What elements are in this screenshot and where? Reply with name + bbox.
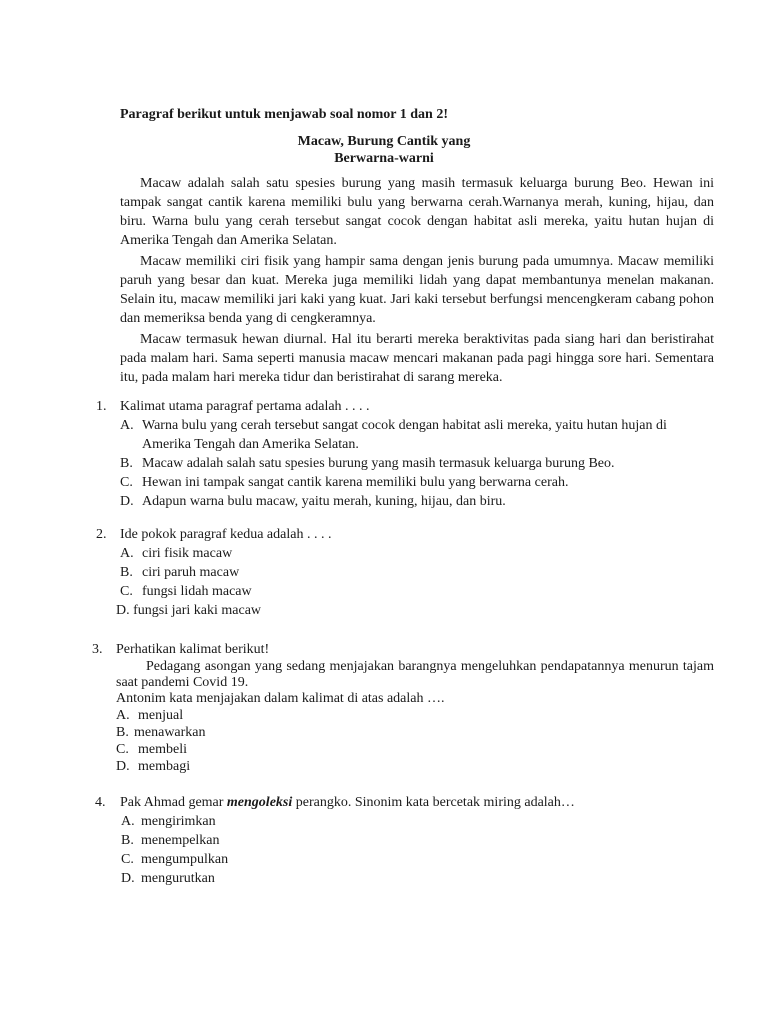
option-text: membeli — [138, 742, 187, 757]
option-text: membagi — [138, 759, 191, 774]
option-text: mengumpulkan — [141, 852, 229, 867]
option-label: C. — [120, 475, 133, 490]
option-text: mengirimkan — [141, 814, 216, 829]
question-text: Ide pokok paragraf kedua adalah . . . . — [120, 527, 332, 542]
option-label: B. — [120, 565, 133, 580]
option-text: fungsi lidah macaw — [142, 584, 252, 599]
example-sentence — [92, 659, 714, 691]
paragraph-3: Macaw termasuk hewan diurnal. Hal itu berarti mereka beraktivitas pada siang hari dan beristirahat pada malam hari. Sama seperti manusia macaw mencari makanan pada pagi hingga sore hari. Sementara itu, pada malam hari mereka tidur dan beristirahat di sarang mereka. — [120, 332, 714, 385]
option-text: menawarkan — [134, 725, 206, 740]
question-text: Kalimat utama paragraf pertama adalah . . . . — [120, 399, 370, 414]
question-2-stem — [96, 525, 716, 544]
option-text: menempelkan — [141, 833, 220, 848]
option-text: Hewan ini tampak sangat cantik karena memiliki bulu yang berwarna cerah. — [142, 475, 569, 490]
option-c — [95, 850, 715, 869]
option-text: ciri fisik macaw — [142, 546, 233, 561]
option-text: mengurutkan — [141, 871, 215, 886]
option-label: D. — [116, 759, 130, 774]
option-label: C. — [116, 742, 129, 757]
option-d — [92, 758, 714, 775]
option-text: Adapun warna bulu macaw, yaitu merah, kuning, hijau, dan biru. — [142, 494, 506, 509]
option-text: menjual — [138, 708, 184, 723]
option-label: A. — [121, 814, 135, 829]
option-label: A. — [120, 546, 134, 561]
question-1 — [96, 397, 716, 511]
story-title-line1: Macaw, Burung Cantik yang — [297, 134, 471, 149]
option-label: B. — [121, 833, 134, 848]
instruction-heading: Paragraf berikut untuk menjawab soal nomor 1 dan 2! — [120, 107, 448, 122]
option-label: B. — [116, 725, 129, 740]
option-b — [96, 563, 716, 582]
question-number: 3. — [92, 642, 103, 657]
question-4 — [95, 793, 715, 888]
option-text: Warna bulu yang cerah tersebut sangat cocok dengan habitat asli mereka, yaitu hutan hujan di Amerika Tengah dan Amerika Selatan. — [142, 418, 667, 452]
paragraph-2: Macaw memiliki ciri fisik yang hampir sama dengan jenis burung pada umumnya. Macaw memiliki paruh yang besar dan kuat. Mereka juga memiliki lidah yang dapat membantunya menelan makanan. Selain itu, macaw memiliki jari kaki yang kuat. Jari kaki tersebut berfungsi mencengkeram cabang pohon dan memeriksa benda yang di cengkeramnya. — [120, 254, 714, 326]
question-text-before: Pak Ahmad gemar — [120, 795, 227, 810]
option-b — [92, 724, 714, 741]
paragraph-1: Macaw adalah salah satu spesies burung yang masih termasuk keluarga burung Beo. Hewan ini tampak sangat cantik karena memiliki bulu yang berwarna cerah.Warnanya merah, kuning, hijau, dan biru. Warna bulu yang cerah tersebut sangat cocok dengan habitat asli mereka, yaitu hutan hujan di Amerika Tengah dan Amerika Selatan. — [120, 176, 714, 248]
option-d — [95, 869, 715, 888]
option-b — [95, 831, 715, 850]
option-label: A. — [116, 708, 130, 723]
question-4-options — [95, 812, 715, 888]
option-c — [96, 473, 716, 492]
question-3-prompt: Antonim kata menjajakan dalam kalimat di atas adalah …. — [116, 691, 445, 706]
question-number: 1. — [96, 399, 107, 414]
option-label: B. — [120, 456, 133, 471]
option-label: C. — [120, 584, 133, 599]
option-label: D. — [121, 871, 135, 886]
option-d — [96, 601, 716, 620]
question-2-options — [96, 544, 716, 620]
question-text: Perhatikan kalimat berikut! — [116, 642, 270, 657]
option-a — [92, 707, 714, 724]
option-text: Macaw adalah salah satu spesies burung yang masih termasuk keluarga burung Beo. — [142, 456, 615, 471]
question-1-stem — [96, 397, 716, 416]
option-label: C. — [121, 852, 134, 867]
question-4-stem — [95, 793, 715, 812]
option-text: fungsi jari kaki macaw — [133, 603, 262, 618]
question-3-options — [92, 707, 714, 775]
option-a — [95, 812, 715, 831]
keyword: mengoleksi — [226, 795, 293, 810]
option-text: ciri paruh macaw — [142, 565, 240, 580]
option-label: D. — [120, 494, 134, 509]
question-2 — [96, 525, 716, 620]
question-1-options — [96, 416, 716, 511]
question-text-after: perangko. Sinonim kata bercetak miring adalah… — [292, 795, 575, 810]
option-b — [96, 454, 716, 473]
option-c — [96, 582, 716, 601]
question-3 — [92, 640, 714, 775]
question-number: 2. — [96, 527, 107, 542]
question-number: 4. — [95, 795, 106, 810]
story-text — [120, 174, 714, 389]
option-label: D. — [116, 603, 130, 618]
option-d — [96, 492, 716, 511]
option-a — [96, 416, 716, 454]
question-3-stem — [92, 640, 714, 659]
story-title-line2: Berwarna-warni — [334, 151, 434, 166]
option-label: A. — [120, 418, 134, 433]
option-c — [92, 741, 714, 758]
option-a — [96, 544, 716, 563]
example-sentence-text: Pedagang asongan yang sedang menjajakan barangnya mengeluhkan pendapatannya menurun tajam saat pandemi Covid 19. — [116, 659, 714, 690]
